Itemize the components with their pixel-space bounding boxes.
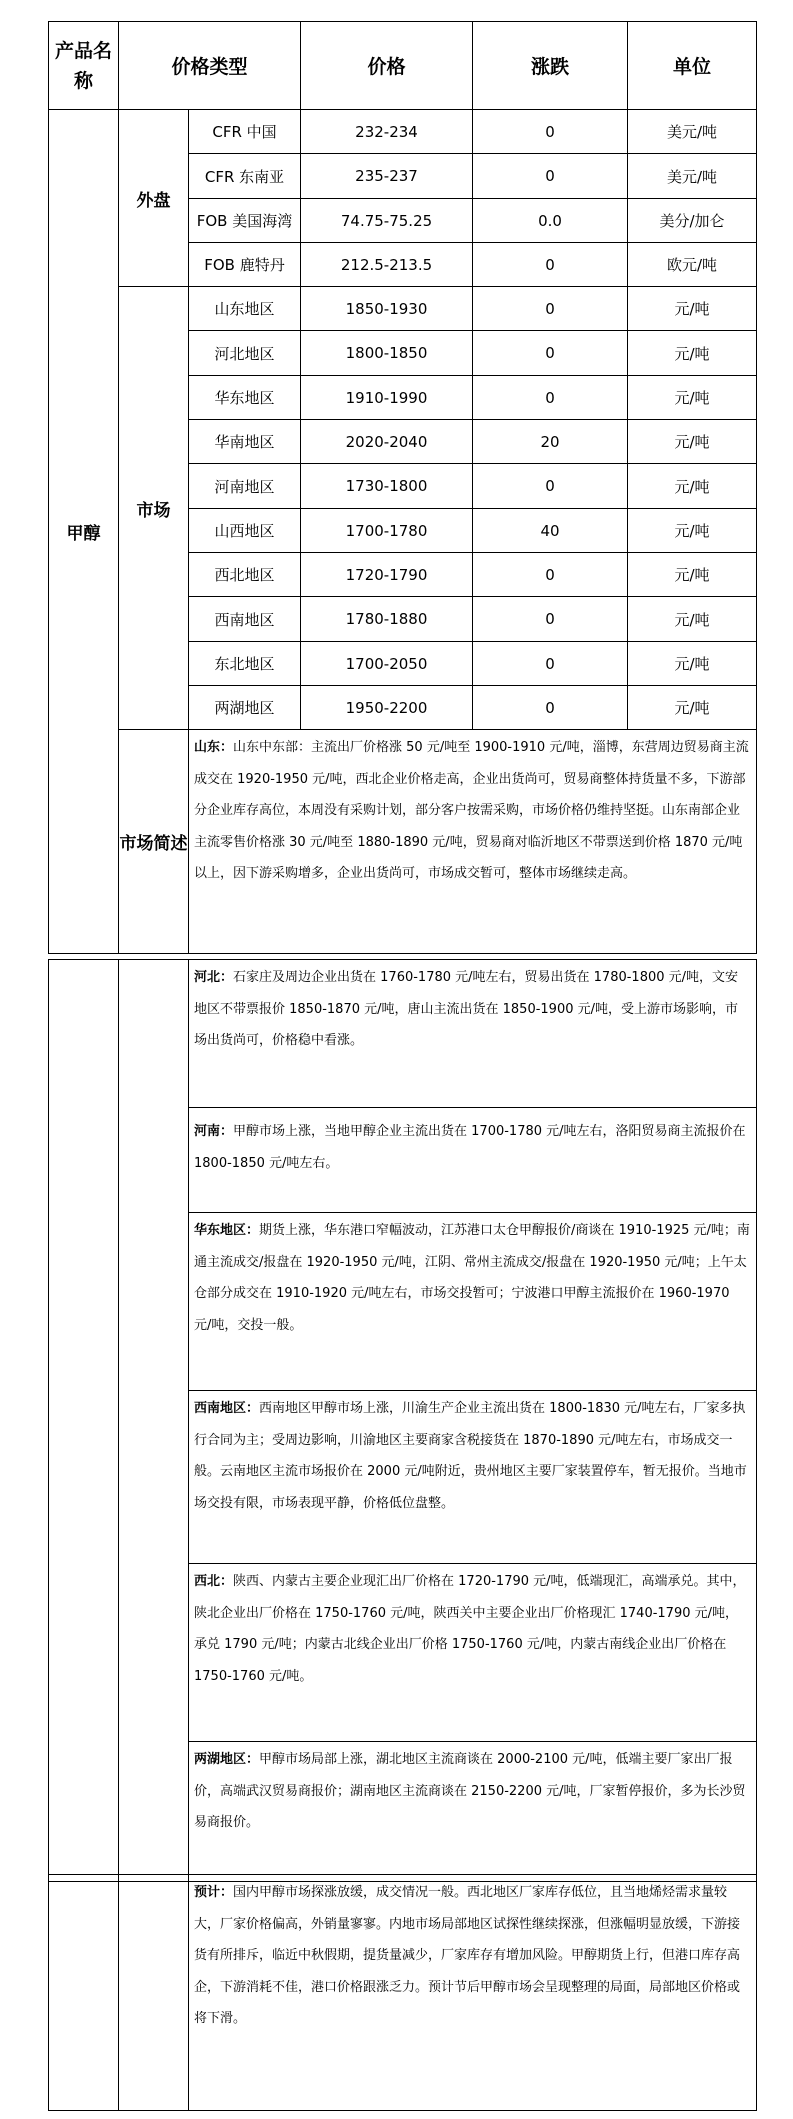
row-price: 232-234 [301,110,473,154]
row-change: 0 [473,642,628,686]
row-unit: 欧元/吨 [628,243,757,287]
brief-text: 期货上涨，华东港口窄幅波动，江苏港口太仓甲醇报价/商谈在 1910-1925 元/吨；南通主流成交/报盘在 1920-1950 元/吨，江阴、常州主流成交/报盘在 1920-1950 元/吨；上午太仓部分成交在 1910-1920 元/吨左右，市场交投暂可；宁波港口甲醇主流报价在 1960-1970 元/吨，交投一般。 [194,1223,750,1333]
row-name: 两湖地区 [189,686,301,730]
row-name: 华东地区 [189,376,301,420]
blank-cell [119,960,189,1882]
row-price: 1910-1990 [301,376,473,420]
brief-text: 甲醇市场局部上涨，湖北地区主流商谈在 2000-2100 元/吨，低端主要厂家出厂报价，高端武汉贸易商报价；湖南地区主流商谈在 2150-2200 元/吨，厂家暂停报价，多为长沙贸易商报价。 [194,1752,746,1830]
brief-text: 陕西、内蒙古主要企业现汇出厂价格在 1720-1790 元/吨，低端现汇，高端承兑。其中，陕北企业出厂价格在 1750-1760 元/吨，陕西关中主要企业出厂价格现汇 1740-1790 元/吨，承兑 1790 元/吨；内蒙古北线企业出厂价格 1750-1760 元/吨，内蒙古南线企业出厂价格在 1750-1760 元/吨。 [194,1574,746,1684]
header-price-type: 价格类型 [119,22,301,110]
blank-cell [119,1875,189,2111]
brief-xibei [189,1564,757,1742]
header-change: 涨跌 [473,22,628,110]
row-change: 0 [473,154,628,199]
row-name: 东北地区 [189,642,301,686]
row-name: CFR 东南亚 [189,154,301,199]
row-change: 0 [473,110,628,154]
brief-label: 西北： [194,1574,234,1589]
row-name: 山西地区 [189,509,301,553]
row-unit: 元/吨 [628,642,757,686]
row-price: 212.5-213.5 [301,243,473,287]
row-name: FOB 美国海湾 [189,199,301,243]
group-overseas: 外盘 [119,110,189,287]
row-change: 0 [473,243,628,287]
brief-label: 河南： [194,1124,234,1139]
brief-xinan [189,1391,757,1564]
brief-row [49,1875,757,2111]
table-row [49,287,757,331]
row-price: 2020-2040 [301,420,473,464]
brief-label: 山东： [194,740,234,755]
row-unit: 元/吨 [628,509,757,553]
brief-forecast [189,1875,757,2111]
brief-label: 华东地区： [194,1223,260,1238]
row-change: 40 [473,509,628,553]
row-unit: 美元/吨 [628,154,757,199]
brief-henan [189,1108,757,1213]
row-change: 0 [473,686,628,730]
row-change: 0.0 [473,199,628,243]
product-name: 甲醇 [49,110,119,954]
brief-text: 西南地区甲醇市场上涨，川渝生产企业主流出货在 1800-1830 元/吨左右，厂家多执行合同为主；受周边影响，川渝地区主要商家含税接货在 1870-1890 元/吨左右，市场成交一般。云南地区主流市场报价在 2000 元/吨附近，贵州地区主要厂家装置停车，暂无报价。当地市场交投有限，市场表现平静，价格低位盘整。 [194,1401,747,1511]
row-name: 西南地区 [189,597,301,642]
row-name: 华南地区 [189,420,301,464]
brief-table-continued [48,959,757,1882]
forecast-table [48,1874,757,2111]
row-unit: 美元/吨 [628,110,757,154]
row-unit: 元/吨 [628,597,757,642]
brief-label: 两湖地区： [194,1752,260,1767]
price-table [48,21,757,954]
header-price: 价格 [301,22,473,110]
row-change: 0 [473,376,628,420]
blank-cell [49,960,119,1882]
row-price: 1720-1790 [301,553,473,597]
header-unit: 单位 [628,22,757,110]
row-price: 1780-1880 [301,597,473,642]
brief-text: 甲醇市场上涨，当地甲醇企业主流出货在 1700-1780 元/吨左右，洛阳贸易商主流报价在 1800-1850 元/吨左右。 [194,1124,746,1171]
row-name: 山东地区 [189,287,301,331]
row-name: 西北地区 [189,553,301,597]
brief-hebei [189,960,757,1108]
row-unit: 元/吨 [628,553,757,597]
brief-label: 河北： [194,970,234,985]
row-name: 河南地区 [189,464,301,509]
row-price: 235-237 [301,154,473,199]
row-price: 74.75-75.25 [301,199,473,243]
row-price: 1950-2200 [301,686,473,730]
row-unit: 元/吨 [628,464,757,509]
row-change: 0 [473,553,628,597]
row-change: 0 [473,464,628,509]
brief-lianghu [189,1742,757,1882]
row-price: 1700-1780 [301,509,473,553]
row-change: 0 [473,331,628,376]
row-unit: 元/吨 [628,420,757,464]
brief-shandong [189,730,757,954]
brief-label: 西南地区： [194,1401,260,1416]
row-unit: 元/吨 [628,376,757,420]
row-unit: 元/吨 [628,686,757,730]
row-unit: 美分/加仑 [628,199,757,243]
row-price: 1850-1930 [301,287,473,331]
row-price: 1730-1800 [301,464,473,509]
row-unit: 元/吨 [628,331,757,376]
brief-text: 国内甲醇市场探涨放缓，成交情况一般。西北地区厂家库存低位，且当地烯烃需求量较大，厂家价格偏高，外销量寥寥。内地市场局部地区试探性继续探涨，但涨幅明显放缓，下游接货有所排斥，临近中秋假期，提货量减少，厂家库存有增加风险。甲醇期货上行，但港口库存高企，下游消耗不佳，港口价格跟涨乏力。预计节后甲醇市场会呈现整理的局面，局部地区价格或将下滑。 [194,1885,741,2026]
header-product: 产品名称 [49,22,119,110]
table-row [49,110,757,154]
row-price: 1700-2050 [301,642,473,686]
row-change: 0 [473,287,628,331]
row-unit: 元/吨 [628,287,757,331]
row-name: CFR 中国 [189,110,301,154]
row-change: 20 [473,420,628,464]
row-name: FOB 鹿特丹 [189,243,301,287]
group-market: 市场 [119,287,189,730]
brief-label: 预计： [194,1885,234,1900]
brief-row [49,960,757,1108]
header-row [49,22,757,110]
group-brief: 市场简述 [119,730,189,954]
brief-row [49,730,757,954]
row-change: 0 [473,597,628,642]
row-name: 河北地区 [189,331,301,376]
brief-text: 山东中东部：主流出厂价格涨 50 元/吨至 1900-1910 元/吨，淄博，东营周边贸易商主流成交在 1920-1950 元/吨，西北企业价格走高，企业出货尚可，贸易商整体持货量不多，下游部分企业库存高位，本周没有采购计划，部分客户按需采购，市场价格仍维持坚挺。山东南部企业主流零售价格涨 30 元/吨至 1880-1890 元/吨，贸易商对临沂地区不带票送到价格 1870 元/吨以上，因下游采购增多，企业出货尚可，市场成交暂可，整体市场继续走高。 [194,740,749,881]
blank-cell [49,1875,119,2111]
brief-huadong [189,1213,757,1391]
row-price: 1800-1850 [301,331,473,376]
brief-text: 石家庄及周边企业出货在 1760-1780 元/吨左右，贸易出货在 1780-1800 元/吨，文安地区不带票报价 1850-1870 元/吨，唐山主流出货在 1850-1900 元/吨，受上游市场影响，市场出货尚可，价格稳中看涨。 [194,970,739,1048]
